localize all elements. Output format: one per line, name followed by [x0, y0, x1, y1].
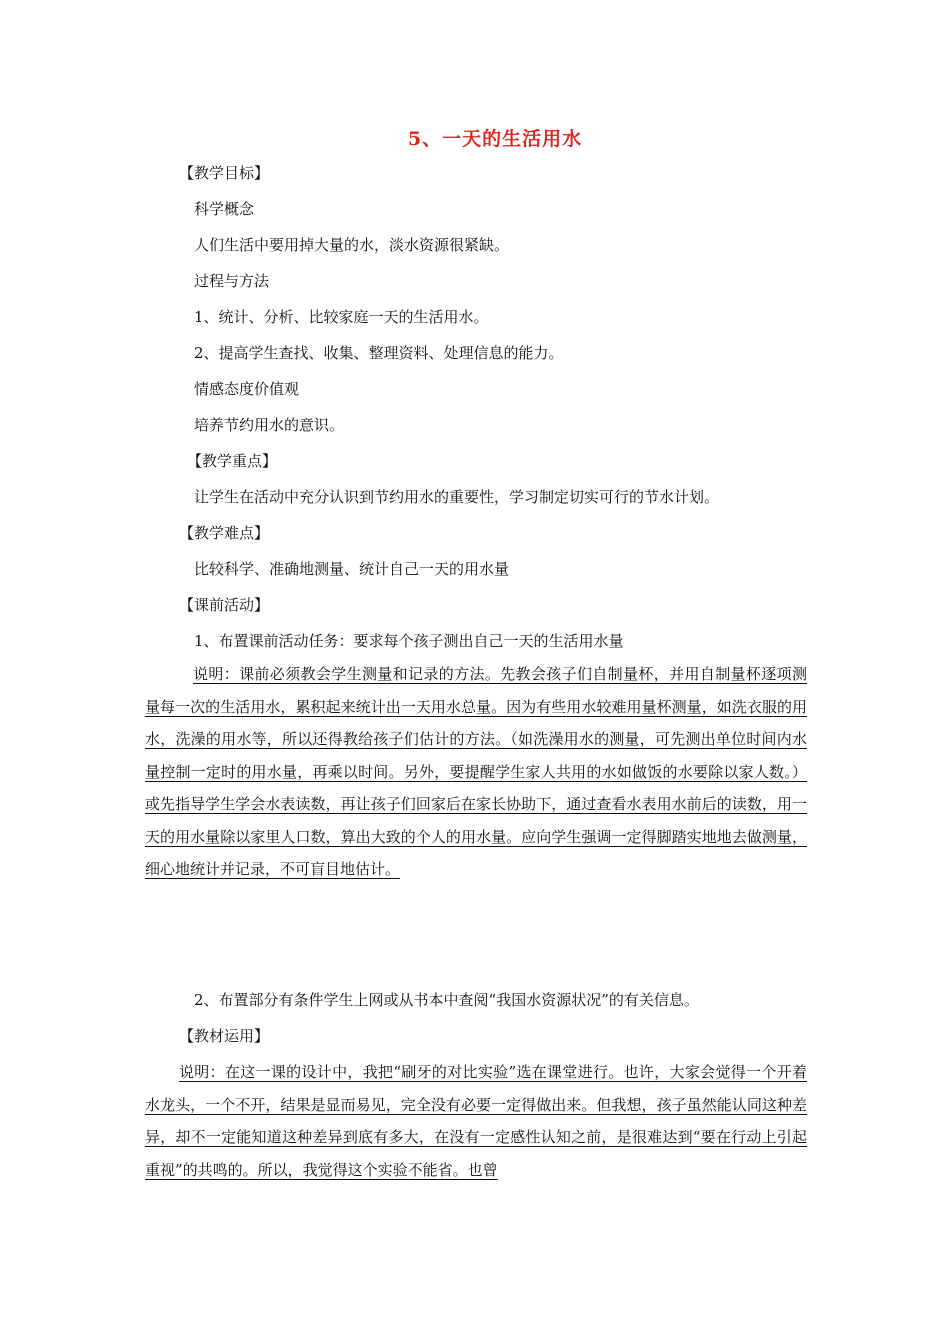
preclass-note-paragraph: 说明：课前必须教会学生测量和记录的方法。先教会孩子们自制量杯，并用自制量杯逐项测量每一次的生活用水，累积起来统计出一天用水总量。因为有些用水较难用量杯测量，如洗衣服的用水，洗澡的用水等，所以还得教给孩子们估计的方法。（如洗澡用水的测量，可先测出单位时间内水量控制一定时的用水量，再乘以时间。另外，要提醒学生家人共用的水如做饭的水要除以家人数。）或先指导学生学会水表读数，再让孩子们回家后在家长协助下，通过查看水表用水前后的读数，用一天的用水量除以家里人口数，算出大致的个人的用水量。应向学生强调一定得脚踏实地地去做测量，细心地统计并记录，不可盲目地估计。	[145, 665, 807, 878]
goals-heading: 【教学目标】	[179, 164, 270, 182]
document-title: 5、一天的生活用水	[407, 128, 583, 150]
material-note-paragraph: 说明：在这一课的设计中，我把“刷牙的对比实验”选在课堂进行。也许，大家会觉得一个开着水龙头，一个不开，结果是显而易见，完全没有必要一定得做出来。但我想，孩子虽然能认同这种差异，却不一定能知道这种差异到底有多大，在没有一定感性认知之前，是很难达到“要在行动上引起重视”的共鸣的。所以，我觉得这个实验不能省。也曾	[145, 1063, 807, 1179]
attitude-label: 情感态度价值观	[194, 380, 300, 398]
material-heading: 【教材运用】	[179, 1027, 270, 1045]
difficulty-heading: 【教学难点】	[179, 524, 270, 542]
preclass-item-1: 1、布置课前活动任务：要求每个孩子测出自己一天的生活用水量	[194, 632, 624, 650]
process-label: 过程与方法	[194, 272, 270, 290]
preclass-item-2: 2、布置部分有条件学生上网或从书本中查阅“我国水资源状况”的有关信息。	[194, 991, 699, 1009]
key-heading: 【教学重点】	[187, 452, 278, 470]
process-item-1: 1、统计、分析、比较家庭一天的生活用水。	[194, 308, 489, 326]
process-item-2: 2、提高学生查找、收集、整理资料、处理信息的能力。	[194, 344, 564, 362]
concept-text: 人们生活中要用掉大量的水，淡水资源很紧缺。	[194, 236, 510, 254]
attitude-text: 培养节约用水的意识。	[194, 416, 345, 434]
preclass-heading: 【课前活动】	[179, 596, 270, 614]
concept-label: 科学概念	[194, 200, 255, 218]
difficulty-text: 比较科学、准确地测量、统计自己一天的用水量	[194, 560, 510, 578]
key-text: 让学生在活动中充分认识到节约用水的重要性，学习制定切实可行的节水计划。	[194, 488, 720, 506]
